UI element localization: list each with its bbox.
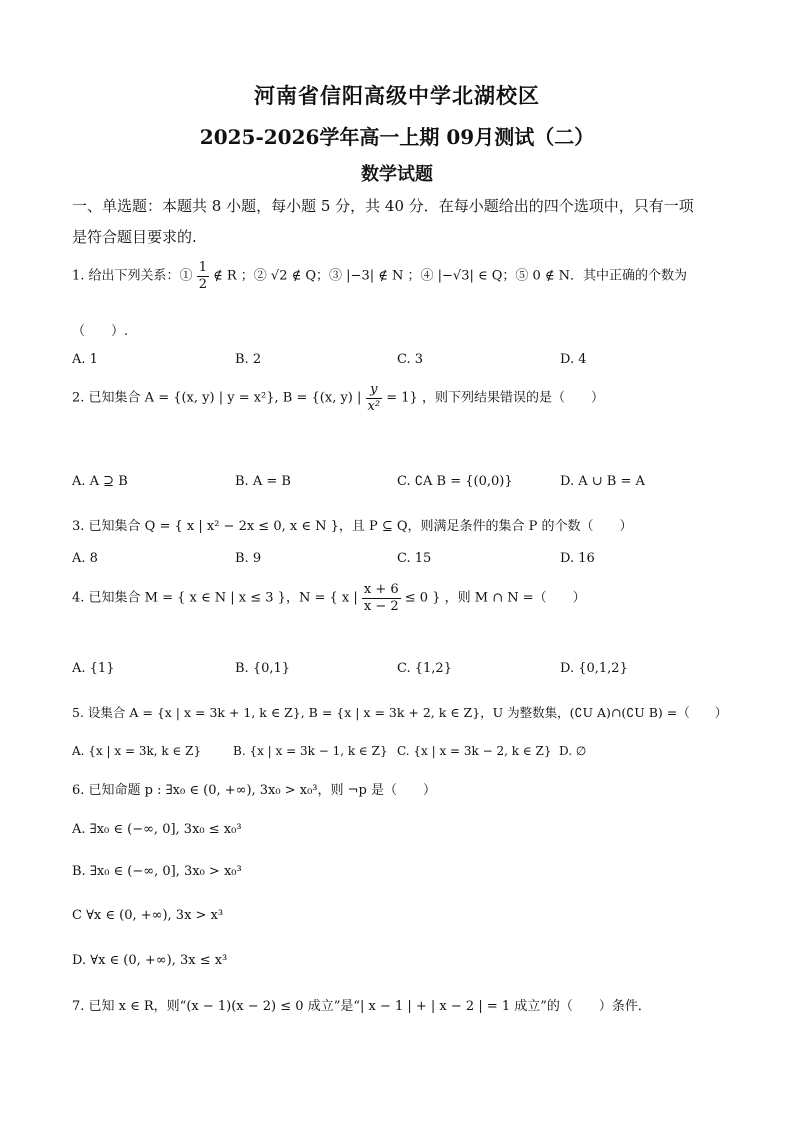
q4-set-right: ≤ 0 } bbox=[404, 590, 441, 606]
q1-frac-num: 1 bbox=[198, 260, 207, 275]
q2-set-b-right: = 1} bbox=[386, 390, 418, 406]
q2-option-a: A. A ⊇ B bbox=[72, 474, 128, 489]
question-6-stem: 6. 已知命题 p : ∃x₀ ∈ (0, +∞), 3x₀ > x₀³，则 ¬p 是（ ） bbox=[72, 783, 436, 798]
q5-option-a: A. {x | x = 3k, k ∈ Z} bbox=[72, 744, 202, 758]
section-instruction-line1: 一、单选题：本题共 8 小题，每小题 5 分，共 40 分．在每小题给出的四个选项中，只有一项 bbox=[72, 197, 694, 215]
q4-option-d: D. {0,1,2} bbox=[560, 661, 628, 676]
section-instruction-line2: 是符合题目要求的. bbox=[72, 228, 197, 246]
question-7-stem: 7. 已知 x ∈ R，则“(x − 1)(x − 2) ≤ 0 成立”是“| x − 1 | + | x − 2 | = 1 成立”的（ ）条件． bbox=[72, 999, 651, 1014]
q4-fraction bbox=[362, 582, 401, 614]
question-3-stem: 3. 已知集合 Q = { x | x² − 2x ≤ 0, x ∈ N }，且 P ⊆ Q，则满足条件的集合 P 的个数（ ） bbox=[72, 519, 633, 534]
q2-option-b: B. A = B bbox=[235, 474, 291, 489]
q4-option-c: C. {1,2} bbox=[397, 661, 452, 676]
question-4-stem bbox=[72, 582, 586, 614]
question-5-stem: 5. 设集合 A = {x | x = 3k + 1, k ∈ Z}, B = {x | x = 3k + 2, k ∈ Z}，U 为整数集，(∁U A)∩(∁U B) =（ ） bbox=[72, 705, 728, 720]
q2-suffix: ，则下列结果错误的是（ ） bbox=[421, 390, 604, 406]
q4-option-a: A. {1} bbox=[72, 661, 115, 676]
q5-option-c: C. {x | x = 3k − 2, k ∈ Z} bbox=[397, 744, 552, 758]
q2-option-c: C. ∁A B = {(0,0)} bbox=[397, 474, 513, 489]
question-1-stem bbox=[72, 260, 687, 292]
q3-option-a: A. 8 bbox=[72, 551, 98, 566]
q4-frac-num: x + 6 bbox=[363, 582, 399, 597]
q4-suffix: ，则 M ∩ N =（ ） bbox=[444, 590, 586, 606]
q3-option-b: B. 9 bbox=[235, 551, 262, 566]
q1-option-d: D. 4 bbox=[560, 352, 587, 367]
q1-relation-2: ；② √2 ∉ Q；③ bbox=[240, 268, 343, 284]
q6-option-d: D. ∀x ∈ (0, +∞), 3x ≤ x³ bbox=[72, 953, 228, 968]
question-1-paren: （ ）. bbox=[72, 324, 129, 339]
exam-title: 2025-2026学年高一上期 09月测试（二） bbox=[199, 125, 595, 149]
q1-frac-den: 2 bbox=[198, 276, 207, 292]
q3-option-d: D. 16 bbox=[560, 551, 595, 566]
subject-title: 数学试题 bbox=[361, 164, 433, 185]
q3-option-c: C. 15 bbox=[397, 551, 432, 566]
q6-option-c: C ∀x ∈ (0, +∞), 3x > x³ bbox=[72, 908, 224, 923]
q5-option-b: B. {x | x = 3k − 1, k ∈ Z} bbox=[233, 744, 388, 758]
q4-prefix: 4. 已知集合 M = { x ∈ N | x ≤ 3 }，N = bbox=[72, 590, 330, 606]
q1-relation-3: |−3| ∉ N bbox=[346, 268, 404, 284]
q4-set-left: { x | bbox=[329, 590, 358, 606]
q1-option-c: C. 3 bbox=[397, 352, 424, 367]
q6-option-a: A. ∃x₀ ∈ (−∞, 0], 3x₀ ≤ x₀³ bbox=[72, 822, 242, 837]
q1-relation-rest: ；④ |−√3| ∈ Q；⑤ 0 ∉ N．其中正确的个数为 bbox=[407, 268, 688, 284]
q1-relation-1: ∉ R bbox=[213, 268, 237, 284]
q2-option-d: D. A ∪ B = A bbox=[560, 474, 645, 489]
q2-set-b-left: {(x, y) | bbox=[311, 390, 362, 406]
q1-fraction bbox=[197, 260, 209, 292]
q5-option-d: D. ∅ bbox=[559, 744, 587, 758]
q4-option-b: B. {0,1} bbox=[235, 661, 291, 676]
q4-frac-den: x − 2 bbox=[363, 598, 399, 614]
q2-frac-num: y bbox=[366, 382, 383, 399]
q2-fraction bbox=[366, 382, 383, 414]
q1-option-a: A. 1 bbox=[72, 352, 98, 367]
q2-prefix: 2. 已知集合 A = {(x, y) | y = x²}, B = bbox=[72, 390, 312, 406]
school-title: 河南省信阳高级中学北湖校区 bbox=[254, 83, 540, 108]
q6-option-b: B. ∃x₀ ∈ (−∞, 0], 3x₀ > x₀³ bbox=[72, 864, 242, 879]
q1-option-b: B. 2 bbox=[235, 352, 262, 367]
q1-prefix: 1. 给出下列关系：① bbox=[72, 268, 193, 284]
q2-frac-den: x² bbox=[367, 398, 381, 414]
question-2-stem bbox=[72, 382, 604, 414]
